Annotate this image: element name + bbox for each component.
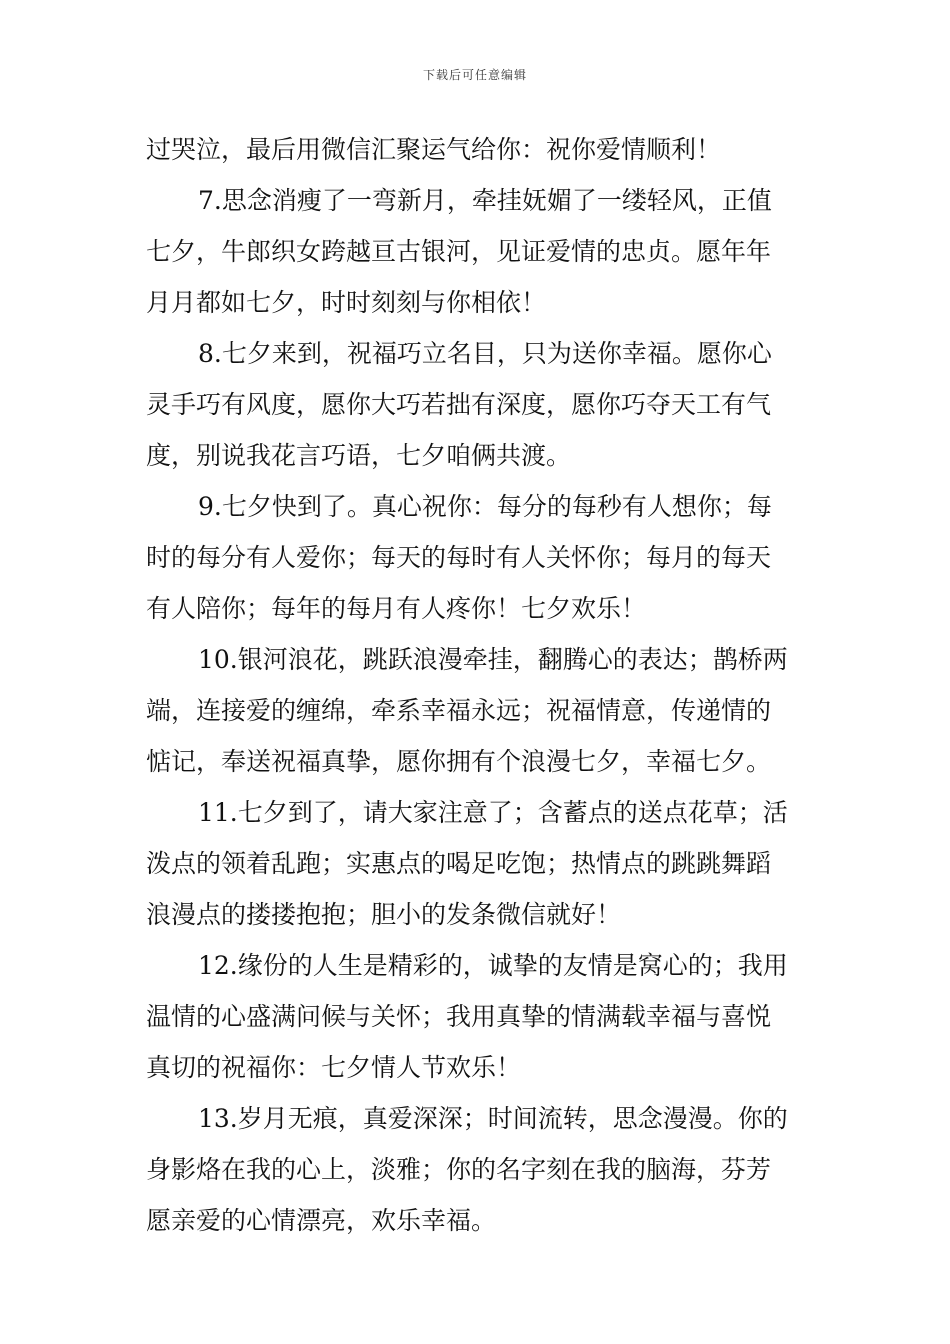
text-line: 月月都如七夕，时时刻刻与你相依！ — [146, 288, 547, 317]
text-line: 8.七夕来到，祝福巧立名目，只为送你幸福。愿你心 — [198, 339, 772, 368]
paragraph-continuation — [146, 124, 808, 175]
text-line: 灵手巧有风度，愿你大巧若拙有深度，愿你巧夺天工有气 — [146, 390, 772, 419]
document-body — [146, 124, 808, 1246]
text-line: 12.缘份的人生是精彩的，诚挚的友情是窝心的；我用 — [198, 951, 788, 980]
paragraph-item-10 — [146, 634, 808, 787]
text-line: 真切的祝福你：七夕情人节欢乐！ — [146, 1053, 522, 1082]
text-line: 10.银河浪花，跳跃浪漫牵挂，翻腾心的表达；鹊桥两 — [198, 645, 788, 674]
text-line: 惦记，奉送祝福真挚，愿你拥有个浪漫七夕，幸福七夕。 — [146, 747, 772, 776]
text-line: 时的每分有人爱你；每天的每时有人关怀你；每月的每天 — [146, 543, 772, 572]
text-line: 浪漫点的搂搂抱抱；胆小的发条微信就好！ — [146, 900, 622, 929]
paragraph-item-12 — [146, 940, 808, 1093]
paragraph-item-9 — [146, 481, 808, 634]
text-line: 11.七夕到了，请大家注意了；含蓄点的送点花草；活 — [198, 798, 788, 827]
text-line: 泼点的领着乱跑；实惠点的喝足吃饱；热情点的跳跳舞蹈 — [146, 849, 772, 878]
text-line: 端，连接爱的缠绵，牵系幸福永远；祝福情意，传递情的 — [146, 696, 772, 725]
text-line: 13.岁月无痕，真爱深深；时间流转，思念漫漫。你的 — [198, 1104, 788, 1133]
text-line: 有人陪你；每年的每月有人疼你！七夕欢乐！ — [146, 594, 647, 623]
text-line: 七夕，牛郎织女跨越亘古银河，见证爱情的忠贞。愿年年 — [146, 237, 772, 266]
header-note: 下载后可任意编辑 — [422, 68, 527, 82]
text-line: 身影烙在我的心上，淡雅；你的名字刻在我的脑海，芬芳 — [146, 1155, 772, 1184]
paragraph-item-13 — [146, 1093, 808, 1246]
paragraph-item-7 — [146, 175, 808, 328]
text-line: 温情的心盛满问候与关怀；我用真挚的情满载幸福与喜悦 — [146, 1002, 772, 1031]
text-line: 7.思念消瘦了一弯新月，牵挂妩媚了一缕轻风，正值 — [198, 186, 772, 215]
text-line: 愿亲爱的心情漂亮，欢乐幸福。 — [146, 1206, 497, 1235]
text-line: 过哭泣，最后用微信汇聚运气给你：祝你爱情顺利！ — [146, 135, 722, 164]
text-line: 度，别说我花言巧语，七夕咱俩共渡。 — [146, 441, 572, 470]
paragraph-item-8 — [146, 328, 808, 481]
text-line: 9.七夕快到了。真心祝你：每分的每秒有人想你；每 — [198, 492, 772, 521]
paragraph-item-11 — [146, 787, 808, 940]
